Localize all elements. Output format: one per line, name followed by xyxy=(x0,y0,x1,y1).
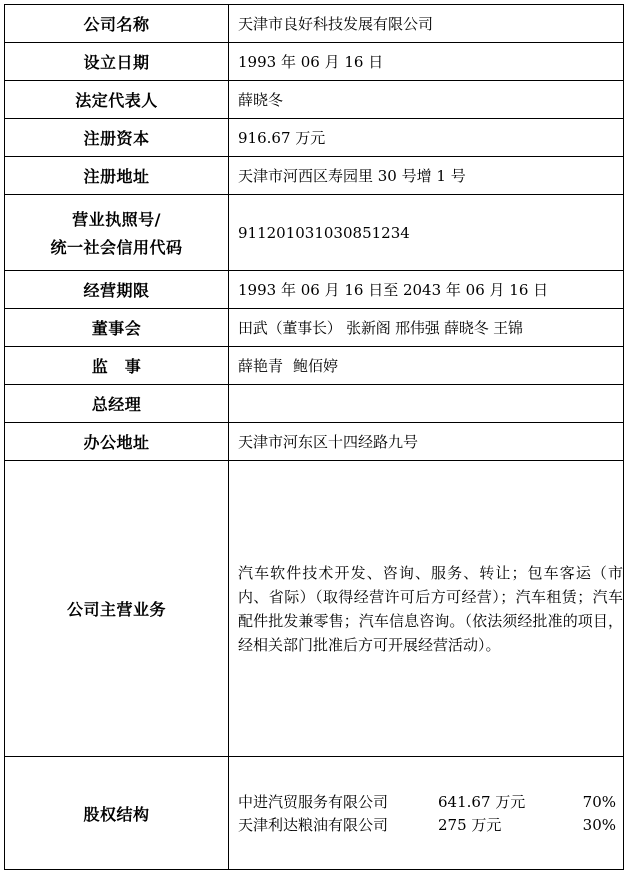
company-info-table xyxy=(4,4,624,870)
row-supervisor xyxy=(5,347,624,385)
holder-percent: 70% xyxy=(582,792,616,811)
row-reg-address xyxy=(5,157,624,195)
holder-percent: 30% xyxy=(582,815,616,834)
label-office-address: 办公地址 xyxy=(5,423,229,461)
label-term: 经营期限 xyxy=(5,271,229,309)
value-reg-address: 天津市河西区寿园里 30 号增 1 号 xyxy=(229,157,624,195)
value-office-address: 天津市河东区十四经路九号 xyxy=(229,423,624,461)
value-reg-capital: 916.67 万元 xyxy=(229,119,624,157)
value-business-scope: 汽车软件技术开发、咨询、服务、转让；包车客运（市内、省际）（取得经营许可后方可经营）；汽车租赁；汽车配件批发兼零售；汽车信息咨询。（依法须经批准的项目，经相关部门批准后方可开展经营活动）。 xyxy=(229,461,624,757)
holder-name: 天津利达粮油有限公司 xyxy=(238,816,389,834)
holder-amount: 641.67 万元 xyxy=(438,793,526,811)
value-supervisor xyxy=(229,347,624,385)
label-license xyxy=(5,195,229,271)
value-established: 1993 年 06 月 16 日 xyxy=(229,43,624,81)
value-board: 田武（董事长） 张新阁 邢伟强 薛晓冬 王锦 xyxy=(229,309,624,347)
equity-holder-row xyxy=(238,790,623,813)
row-gm xyxy=(5,385,624,423)
row-term xyxy=(5,271,624,309)
label-reg-capital: 注册资本 xyxy=(5,119,229,157)
equity-holder-row xyxy=(238,813,623,836)
row-license xyxy=(5,195,624,271)
label-company-name: 公司名称 xyxy=(5,5,229,43)
value-legal-rep: 薛晓冬 xyxy=(229,81,624,119)
row-equity xyxy=(5,757,624,870)
value-license: 911201031030851234 xyxy=(229,195,624,271)
row-reg-capital xyxy=(5,119,624,157)
label-established: 设立日期 xyxy=(5,43,229,81)
label-board: 董事会 xyxy=(5,309,229,347)
label-reg-address: 注册地址 xyxy=(5,157,229,195)
label-supervisor: 监 事 xyxy=(5,347,229,385)
value-term: 1993 年 06 月 16 日至 2043 年 06 月 16 日 xyxy=(229,271,624,309)
label-legal-rep: 法定代表人 xyxy=(5,81,229,119)
label-gm: 总经理 xyxy=(5,385,229,423)
label-equity: 股权结构 xyxy=(5,757,229,870)
value-company-name: 天津市良好科技发展有限公司 xyxy=(229,5,624,43)
value-gm xyxy=(229,385,624,423)
row-company-name xyxy=(5,5,624,43)
holder-name: 中进汽贸服务有限公司 xyxy=(238,793,389,811)
supervisor-name: 鲍佰婷 xyxy=(293,357,339,375)
supervisor-name: 薛艳青 xyxy=(238,357,284,375)
label-license-line2: 统一社会信用代码 xyxy=(50,238,183,257)
label-license-line1: 营业执照号/ xyxy=(72,210,161,229)
row-established xyxy=(5,43,624,81)
holder-amount: 275 万元 xyxy=(438,816,502,834)
row-legal-rep xyxy=(5,81,624,119)
row-business-scope xyxy=(5,461,624,757)
label-business-scope: 公司主营业务 xyxy=(5,461,229,757)
row-office-address xyxy=(5,423,624,461)
row-board xyxy=(5,309,624,347)
value-equity xyxy=(229,757,624,870)
